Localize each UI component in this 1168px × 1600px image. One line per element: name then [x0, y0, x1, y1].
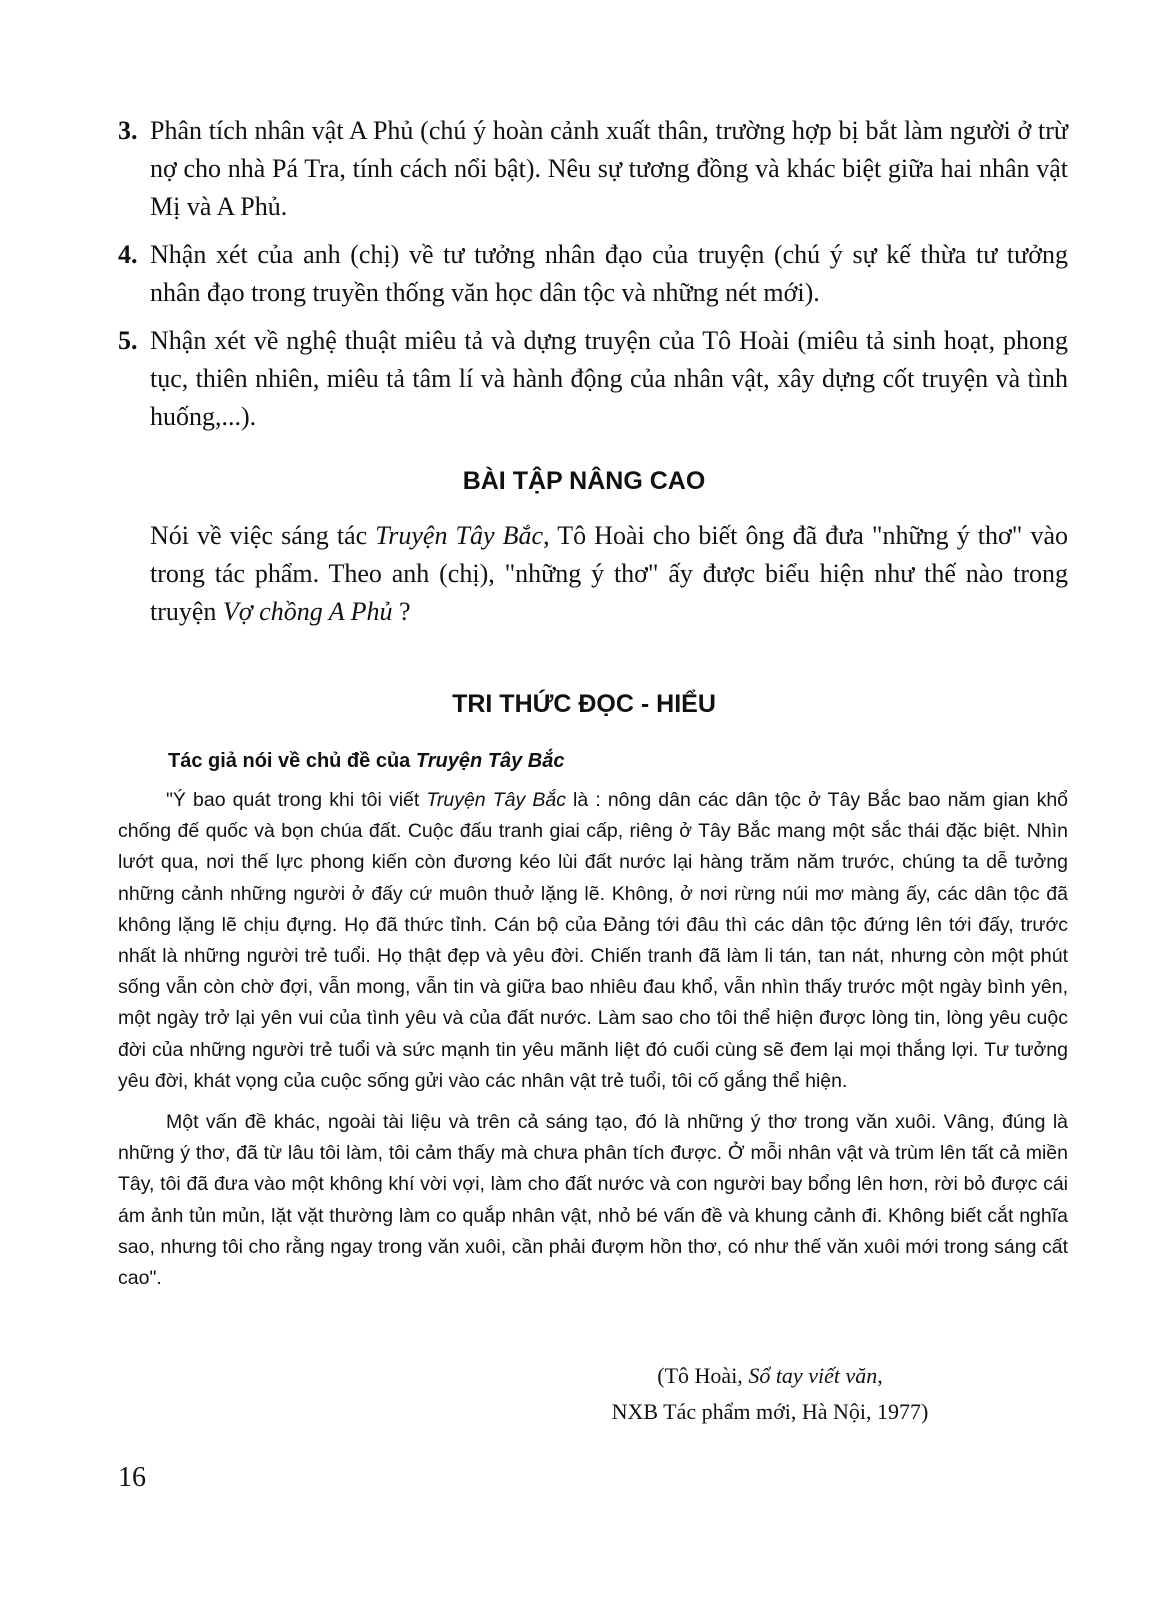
page-number: 16 — [118, 1462, 146, 1493]
question-number: 4. — [118, 240, 138, 269]
quote-paragraph — [118, 785, 1068, 1097]
question-text: Nhận xét của anh (chị) về tư tưởng nhân đạo của truyện (chú ý sự kế thừa tư tưởng nhân đạo trong truyền thống văn học dân tộc và những nét mới). — [150, 240, 1068, 307]
source-comma: , — [877, 1363, 883, 1388]
quote-p1-after: là : nông dân các dân tộc ở Tây Bắc bao năm gian khổ chống đế quốc và bọn chúa đất. Cuộc đấu tranh giai cấp, riêng ở Tây Bắc mang một sắc thái đặc biệt. Nhìn lướt qua, nơi thế lực phong kiến còn đương kéo lùi đất nước lại hàng trăm năm trước, chúng ta dễ tưởng những cảnh những người ở đấy cứ muôn thuở lặng lẽ. Không, ở nơi rừng núi mơ màng ấy, các dân tộc đã không lặng lẽ chịu đựng. Họ đã thức tỉnh. Cán bộ của Đảng tới đâu thì các dân tộc đứng lên tới đấy, trước nhất là những người trẻ tuổi. Họ thật đẹp và yêu đời. Chiến tranh đã làm li tán, tan nát, nhưng còn một phút sống vẫn còn chờ đợi, vẫn mong, vẫn tin và giữa bao nhiêu đau khổ, vẫn nhìn thấy trước một ngày bình yên, một ngày trở lại yên vui của tình yêu và của đất nước. Làm sao cho tôi thể hiện được lòng tin, lòng yêu cuộc đời của những người trẻ tuổi và sức mạnh tin yêu mãnh liệt đó cuối cùng sẽ đem lại mọi thắng lợi. Tư tưởng yêu đời, khát vọng của cuộc sống gửi vào các nhân vật trẻ tuổi, tôi cố gắng thể hiện. — [118, 789, 1069, 1092]
advanced-exercise-text — [150, 517, 1068, 631]
quote-p1-before: "Ý bao quát trong khi tôi viết — [166, 789, 427, 811]
question-item — [118, 112, 1068, 226]
quote-source — [560, 1358, 980, 1430]
advanced-text-middle: , Tô Hoài cho biết ông đã đưa "những ý thơ" vào trong tác phẩm. Theo anh (chị), "những ý thơ" ấy được biểu hiện như thế nào trong truyện — [150, 521, 1069, 626]
question-item — [118, 322, 1068, 436]
source-book-title: Sổ tay viết văn — [748, 1363, 878, 1388]
question-text: Nhận xét về nghệ thuật miêu tả và dựng truyện của Tô Hoài (miêu tả sinh hoạt, phong tục, thiên nhiên, miêu tả tâm lí và hành động của nhân vật, xây dựng cốt truyện và tình huống,...). — [150, 326, 1068, 431]
question-number: 5. — [118, 326, 138, 355]
knowledge-subheading — [168, 750, 564, 773]
advanced-text-after: ? — [392, 597, 411, 626]
author-quote — [118, 785, 1068, 1304]
source-author: (Tô Hoài, — [657, 1363, 749, 1388]
question-text: Phân tích nhân vật A Phủ (chú ý hoàn cảnh xuất thân, trường hợp bị bắt làm người ở trừ nợ cho nhà Pá Tra, tính cách nổi bật). Nêu sự tương đồng và khác biệt giữa hai nhân vật Mị và A Phủ. — [150, 116, 1068, 221]
advanced-exercise-heading: BÀI TẬP NÂNG CAO — [462, 467, 706, 495]
quote-p1-title: Truyện Tây Bắc — [426, 789, 566, 811]
story-title: Vợ chồng A Phủ — [222, 597, 393, 626]
question-list — [118, 112, 1068, 446]
source-line-2: NXB Tác phẩm mới, Hà Nội, 1977) — [611, 1399, 929, 1424]
subheading-text: Tác giả nói về chủ đề của — [168, 750, 416, 772]
subheading-book-title: Truyện Tây Bắc — [415, 750, 565, 772]
quote-paragraph: Một vấn đề khác, ngoài tài liệu và trên cả sáng tạo, đó là những ý thơ trong văn xuôi. Vâng, đúng là những ý thơ, đã từ lâu tôi làm, tôi cảm thấy mà chưa phân tích được. Ở mỗi nhân vật và trùm lên tất cả miền Tây, tôi đã đưa vào một không khí vời vợi, làm cho đất nước và con người bay bổng lên hơn, rời bỏ được cái ám ảnh tủn mủn, lặt vặt thường làm co quắp nhân vật, nhỏ bé vấn đề và khung cảnh đi. Không biết cắt nghĩa sao, nhưng tôi cho rằng ngay trong văn xuôi, cần phải đượm hồn thơ, có như thế văn xuôi mới trong sáng cất cao". — [118, 1111, 1068, 1290]
question-item — [118, 236, 1068, 312]
reading-knowledge-heading: TRI THỨC ĐỌC - HIỂU — [452, 690, 716, 718]
question-number: 3. — [118, 116, 138, 145]
advanced-text-before: Nói về việc sáng tác — [150, 521, 376, 550]
source-line-1 — [560, 1358, 980, 1394]
book-title: Truyện Tây Bắc — [375, 521, 544, 550]
